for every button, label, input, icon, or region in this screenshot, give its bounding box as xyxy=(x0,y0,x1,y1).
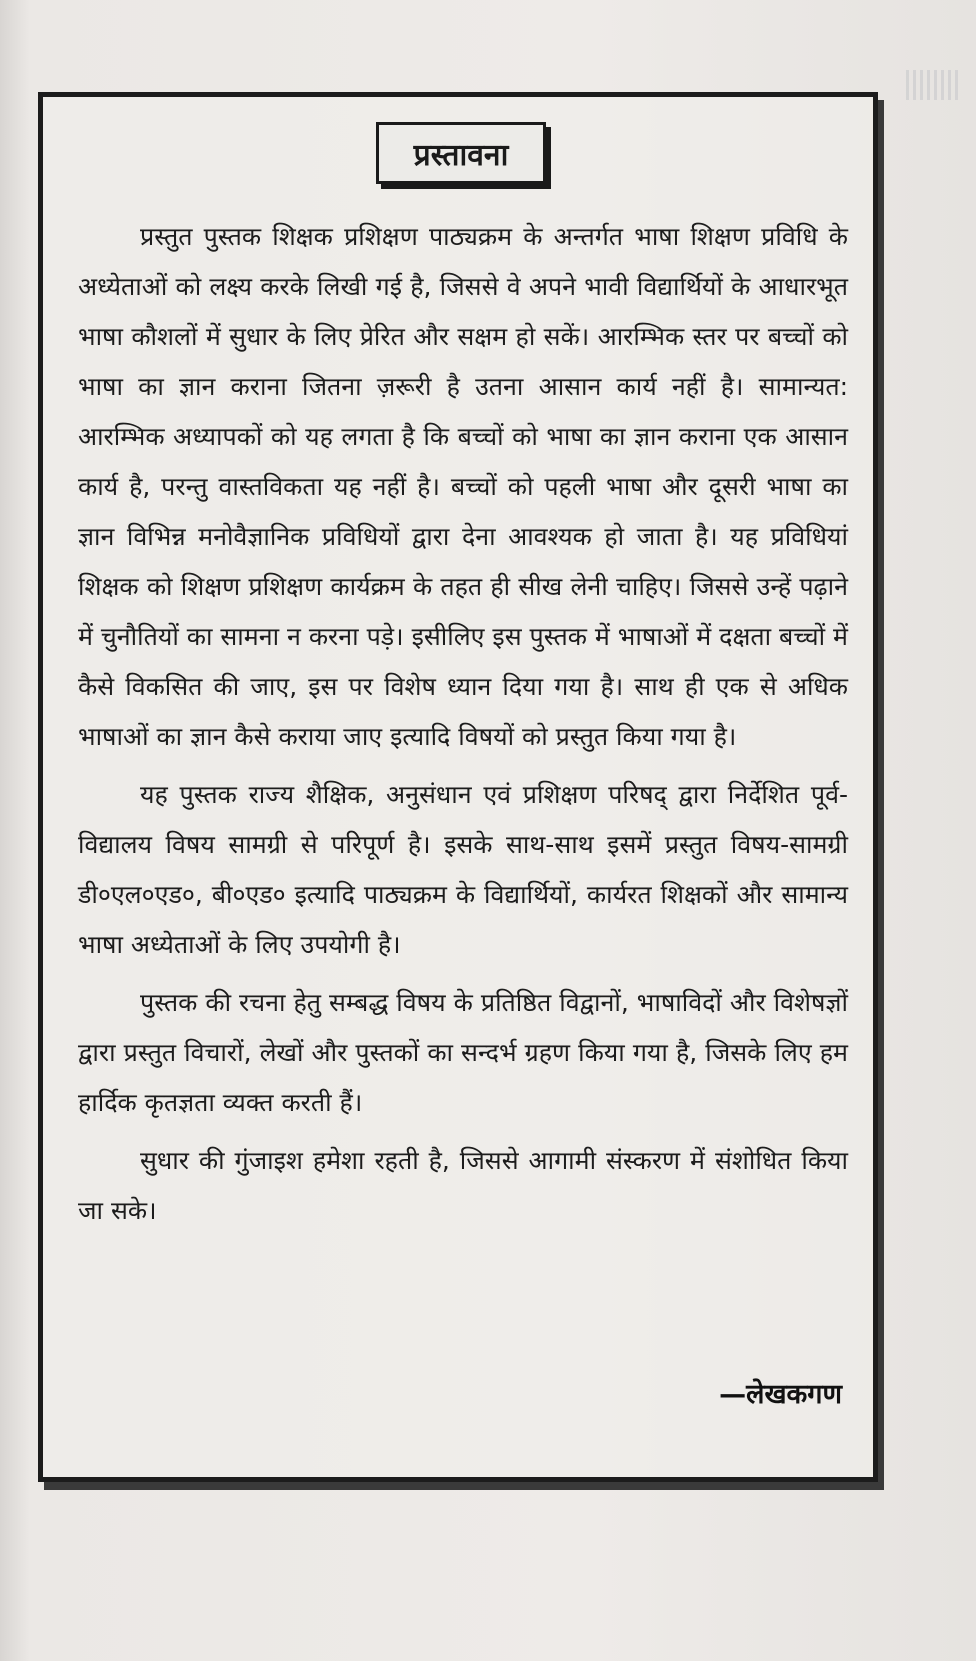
title-box xyxy=(376,122,546,184)
paragraph-4: सुधार की गुंजाइश हमेशा रहती है, जिससे आगामी संस्करण में संशोधित किया जा सके। xyxy=(78,1146,848,1225)
signature: —लेखकगण xyxy=(719,1379,842,1410)
paragraph-2: यह पुस्तक राज्य शैक्षिक, अनुसंधान एवं प्रशिक्षण परिषद् द्वारा निर्देशित पूर्व-विद्यालय विषय सामग्री से परिपूर्ण है। इसके साथ-साथ इसमें प्रस्तुत विषय-सामग्री डी०एल०एड०, बी०एड० इत्यादि पाठ्यक्रम के विद्यार्थियों, कार्यरत शिक्षकों और सामान्य भाषा अध्येताओं के लिए उपयोगी है। xyxy=(78,780,848,959)
page-edge-marks xyxy=(906,70,958,100)
paragraph-3: पुस्तक की रचना हेतु सम्बद्ध विषय के प्रतिष्ठित विद्वानों, भाषाविदों और विशेषज्ञों द्वारा प्रस्तुत विचारों, लेखों और पुस्तकों का सन्दर्भ ग्रहण किया गया है, जिसके लिए हम हार्दिक कृतज्ञता व्यक्त करती हैं। xyxy=(78,988,848,1117)
preface-body xyxy=(78,212,848,1244)
page-title: प्रस्तावना xyxy=(413,137,509,173)
paragraph-1: प्रस्तुत पुस्तक शिक्षक प्रशिक्षण पाठ्यक्रम के अन्तर्गत भाषा शिक्षण प्रविधि के अध्येताओं को लक्ष्य करके लिखी गई है, जिससे वे अपने भावी विद्यार्थियों के आधारभूत भाषा कौशलों में सुधार के लिए प्रेरित और सक्षम हो सकें। आरम्भिक स्तर पर बच्चों को भाषा का ज्ञान कराना जितना ज़रूरी है उतना आसान कार्य नहीं है। सामान्यत: आरम्भिक अध्यापकों को यह लगता है कि बच्चों को भाषा का ज्ञान कराना एक आसान कार्य है, परन्तु वास्तविकता यह नहीं है। बच्चों को पहली भाषा और दूसरी भाषा का ज्ञान विभिन्न मनोवैज्ञानिक प्रविधियों द्वारा देना आवश्यक हो जाता है। यह प्रविधियां शिक्षक को शिक्षण प्रशिक्षण कार्यक्रम के तहत ही सीख लेनी चाहिए। जिससे उन्हें पढ़ाने में चुनौतियों का सामना न करना पड़े। इसीलिए इस पुस्तक में भाषाओं में दक्षता बच्चों में कैसे विकसित की जाए, इस पर विशेष ध्यान दिया गया है। साथ ही एक से अधिक भाषाओं का ज्ञान कैसे कराया जाए इत्यादि विषयों को प्रस्तुत किया गया है। xyxy=(78,222,848,751)
